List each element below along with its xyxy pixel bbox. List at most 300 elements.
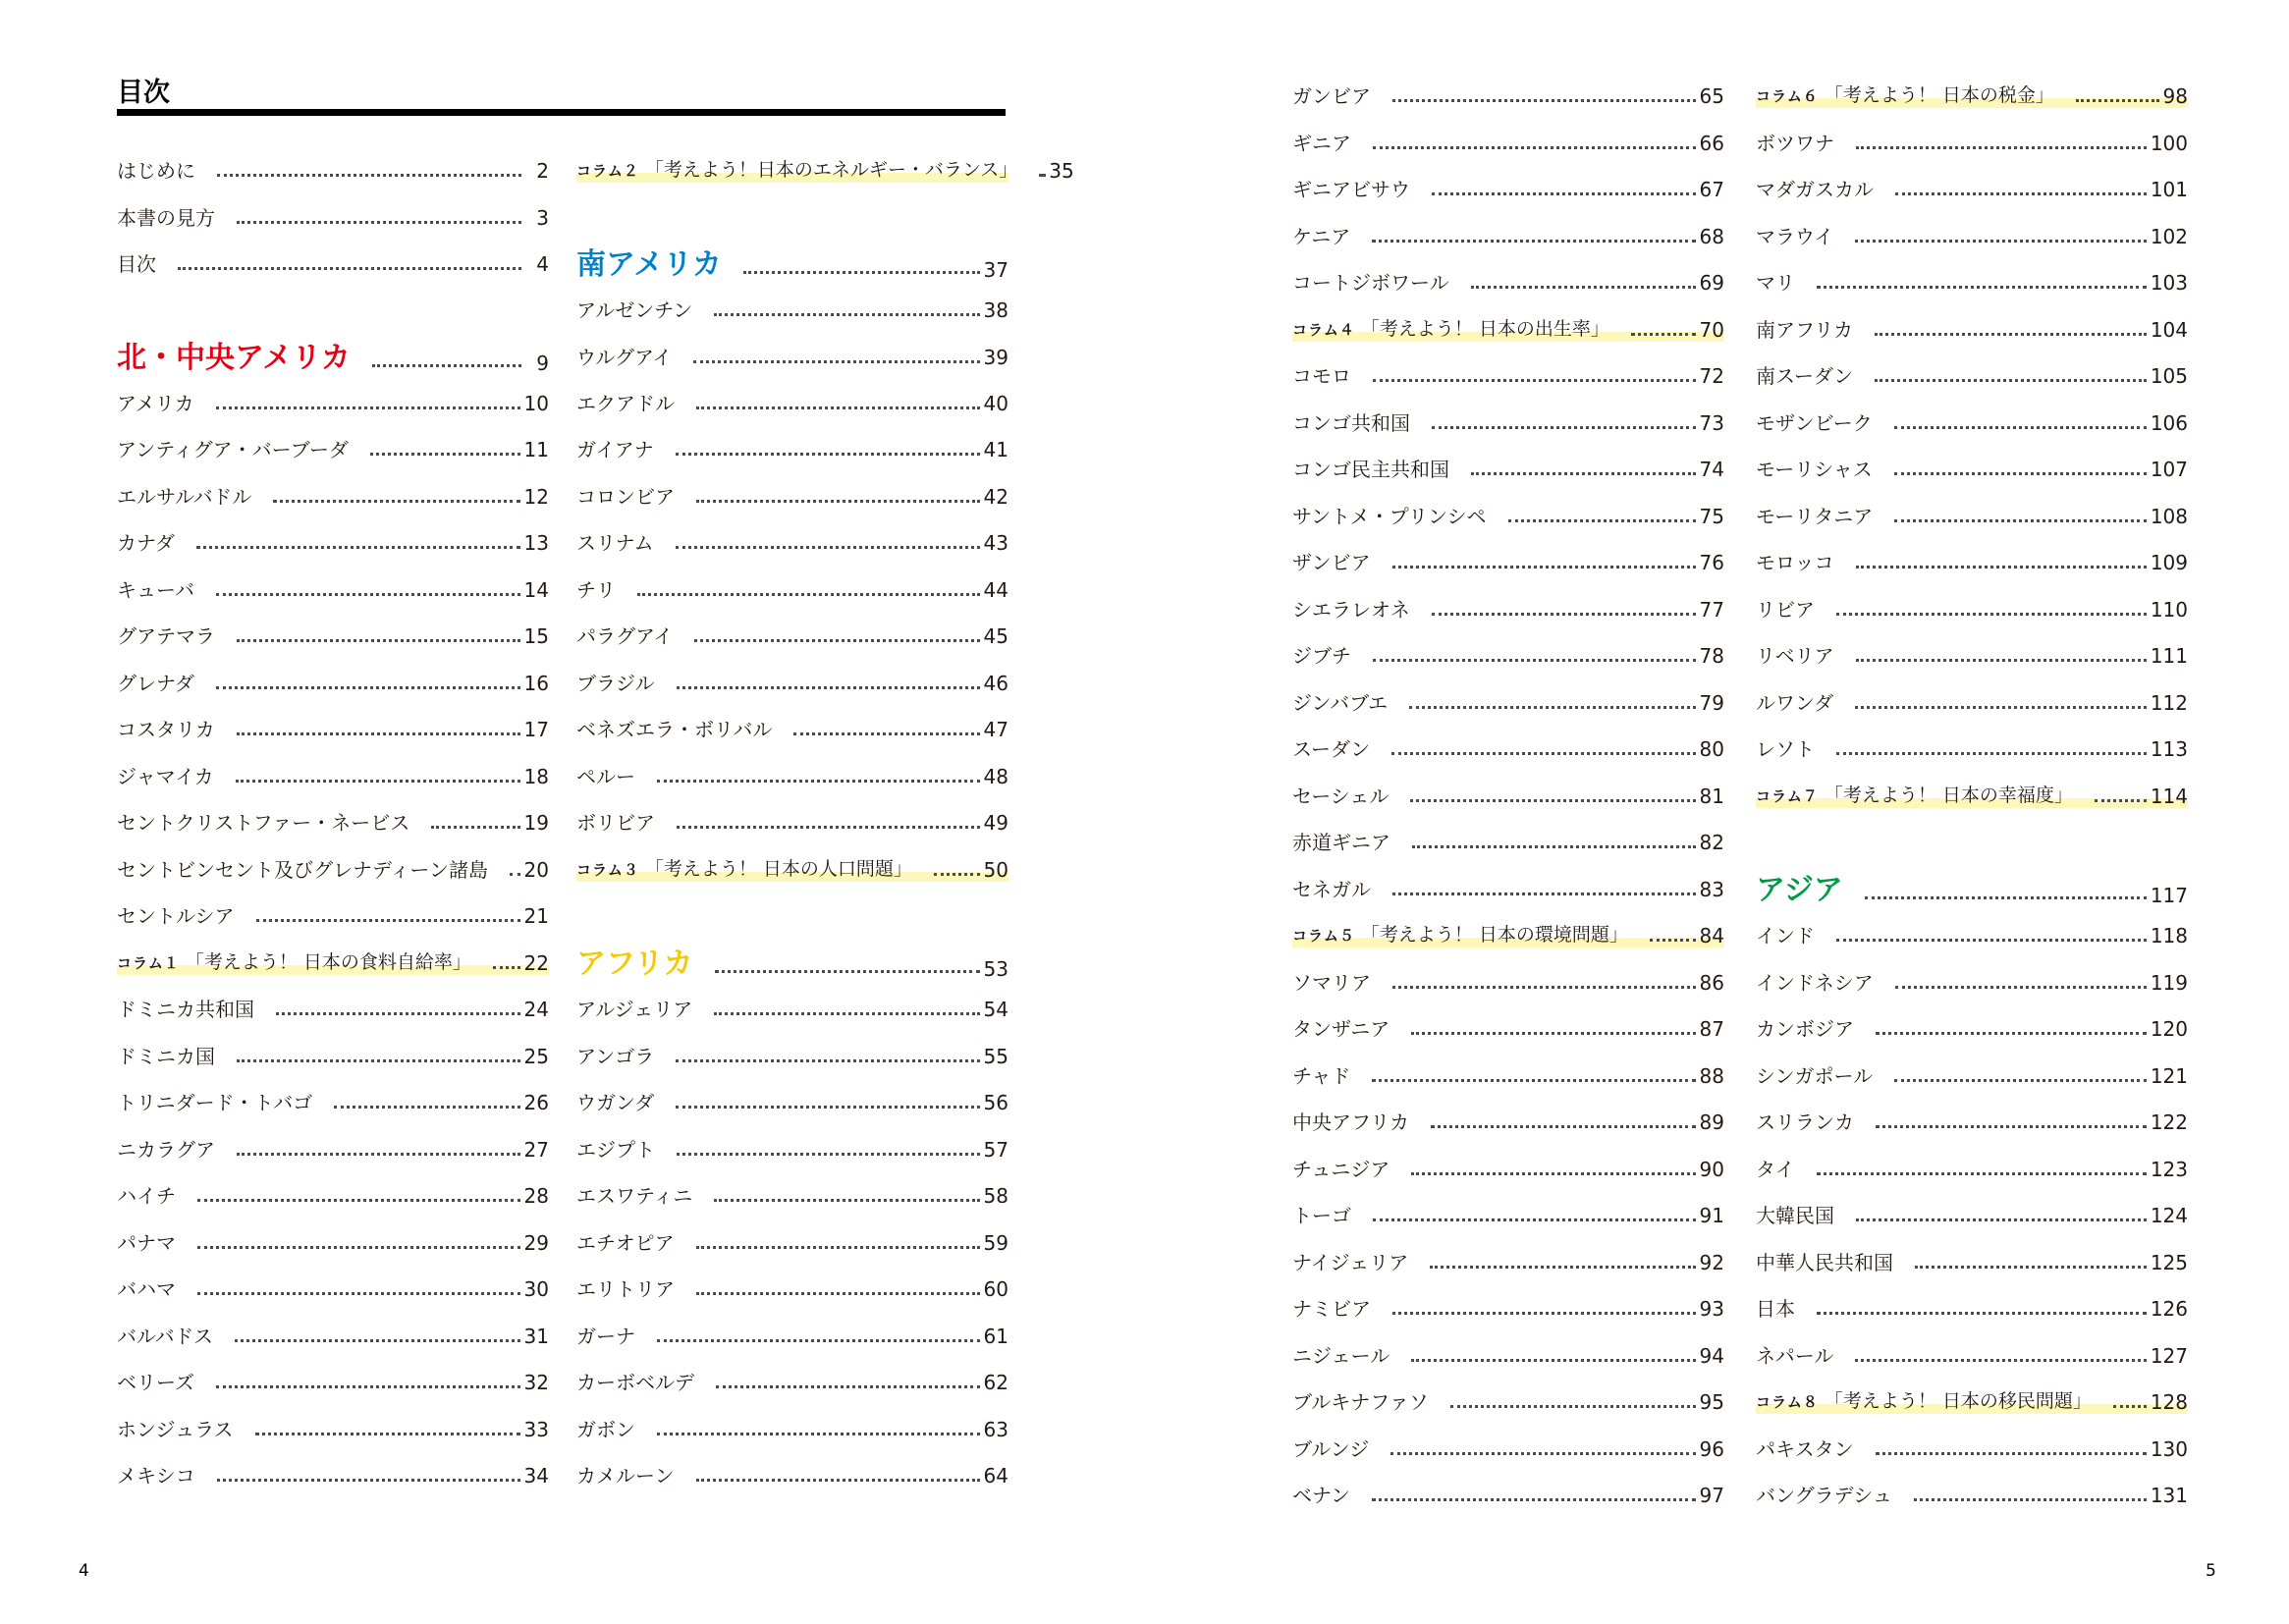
- leader-dots: [1432, 192, 1696, 195]
- toc-entry-label: リベリア: [1756, 644, 1834, 668]
- toc-entry: [1756, 491, 2188, 528]
- leader-dots: [370, 453, 520, 456]
- leader-dots: [235, 1339, 520, 1342]
- leader-dots: [1875, 379, 2147, 382]
- leader-dots: [237, 639, 520, 642]
- toc-entry: [576, 285, 1008, 322]
- toc-page-number: 67: [1699, 178, 1724, 201]
- toc-page-number: 124: [2150, 1204, 2188, 1227]
- toc-entry: [1292, 351, 1724, 388]
- toc-page-number: 91: [1699, 1204, 1724, 1227]
- toc-entry: [117, 658, 549, 695]
- toc-entry-label: シンガポール: [1756, 1064, 1874, 1088]
- toc-entry-label: ベリーズ: [117, 1371, 194, 1394]
- leader-dots: [714, 313, 979, 316]
- toc-entry: [1756, 211, 2188, 248]
- leader-dots: [1409, 706, 1695, 709]
- column-tag: コラム３: [576, 861, 639, 879]
- toc-entry-label: ニカラグア: [117, 1138, 215, 1162]
- toc-entry-label: 北・中央アメリカ: [117, 341, 351, 375]
- toc-page-number: 32: [523, 1371, 549, 1394]
- toc-entry: [1292, 1424, 1724, 1461]
- toc-entry-label: ハイチ: [117, 1184, 176, 1208]
- toc-page-number: 15: [523, 624, 549, 648]
- toc-page-number: 70: [1699, 318, 1724, 342]
- toc-page-number: 48: [983, 765, 1008, 788]
- toc-page-number: 50: [983, 858, 1008, 882]
- toc-entry-label: ジブチ: [1292, 644, 1351, 668]
- leader-dots: [1817, 286, 2147, 289]
- column-title: 「考えよう！ 日本の食料自給率」: [185, 951, 471, 973]
- toc-entry-label: 南アフリカ: [1756, 318, 1853, 342]
- toc-entry-label: 中央アフリカ: [1292, 1110, 1409, 1134]
- toc-entry: [1292, 1377, 1724, 1414]
- toc-entry-label: パラグアイ: [576, 624, 674, 648]
- toc-page-number: 86: [1699, 971, 1724, 995]
- leader-dots: [493, 966, 520, 969]
- column-tag: コラム４: [1292, 321, 1355, 339]
- toc-entry: [576, 704, 1008, 741]
- toc-entry-label: バングラデシュ: [1756, 1484, 1892, 1507]
- toc-entry: [1292, 1144, 1724, 1181]
- toc-page-number: 88: [1699, 1064, 1724, 1088]
- toc-entry-label: エチオピア: [576, 1231, 675, 1255]
- leader-dots: [1410, 799, 1695, 802]
- toc-entry: [1292, 1097, 1724, 1134]
- leader-dots: [1631, 333, 1696, 336]
- toc-page-number: 35: [1049, 159, 1074, 183]
- toc-entry: [117, 1218, 549, 1255]
- toc-entry-label: グレナダ: [117, 672, 194, 695]
- toc-entry-label: 大韓民国: [1756, 1204, 1834, 1227]
- leader-dots: [1373, 659, 1696, 662]
- toc-entry-label: ニジェール: [1292, 1344, 1390, 1368]
- toc-entry-label: セントビンセント及びグレナディーン諸島: [117, 858, 488, 882]
- toc-page-number: 34: [523, 1464, 549, 1488]
- toc-entry-label: マダガスカル: [1756, 178, 1874, 201]
- toc-entry-label: カンボジア: [1756, 1017, 1854, 1041]
- toc-entry-label: アルジェリア: [576, 998, 693, 1021]
- toc-entry-label: スリランカ: [1756, 1110, 1854, 1134]
- toc-page-number: 49: [983, 811, 1008, 835]
- leader-dots: [237, 732, 520, 735]
- toc-entry-label: アジア: [1756, 873, 1843, 907]
- toc-page-number: 56: [983, 1091, 1008, 1114]
- toc-page-number: 128: [2150, 1390, 2188, 1414]
- toc-page-number: 118: [2150, 924, 2188, 947]
- leader-dots: [1372, 240, 1695, 243]
- leader-dots: [256, 919, 520, 922]
- toc-entry: [1756, 351, 2188, 388]
- toc-entry-label: タンザニア: [1292, 1017, 1390, 1041]
- leader-dots: [1411, 1032, 1695, 1035]
- toc-page-number: 33: [523, 1418, 549, 1441]
- toc-page-number: 17: [523, 718, 549, 741]
- toc-entry: [1292, 1003, 1724, 1041]
- toc-page-number: 38: [983, 298, 1008, 322]
- toc-entry-label: エクアドル: [576, 392, 675, 415]
- toc-entry: [117, 1170, 549, 1208]
- leader-dots: [216, 406, 520, 409]
- leader-dots: [1855, 240, 2146, 243]
- leader-dots: [657, 1339, 980, 1342]
- toc-column-entry: [1292, 910, 1724, 947]
- toc-page-number: 81: [1699, 785, 1724, 808]
- toc-column-entry: [117, 938, 549, 975]
- leader-dots: [197, 1292, 520, 1295]
- toc-page-number: 80: [1699, 737, 1724, 761]
- toc-entry-label: ベネズエラ・ボリバル: [576, 718, 773, 741]
- toc-entry: [1756, 1237, 2188, 1274]
- page-number-left: 4: [79, 1561, 89, 1581]
- toc-page-number: 22: [523, 951, 549, 975]
- toc-entry: [117, 145, 549, 183]
- leader-dots: [676, 1059, 979, 1062]
- toc-entry-label: [1292, 317, 1609, 342]
- page-number-right: 5: [2206, 1561, 2216, 1581]
- toc-page-number: 28: [523, 1184, 549, 1208]
- toc-entry-label: コスタリカ: [117, 718, 215, 741]
- toc-entry: [1292, 584, 1724, 622]
- toc-entry: [1756, 677, 2188, 715]
- leader-dots: [1856, 1218, 2147, 1221]
- toc-entry: [576, 565, 1008, 602]
- toc-entry-label: 南アメリカ: [576, 247, 722, 282]
- toc-entry: [576, 378, 1008, 415]
- toc-page-number: 45: [983, 624, 1008, 648]
- column-title: 「考えよう！ 日本の移民問題」: [1824, 1390, 2092, 1412]
- toc-entry: [117, 1450, 549, 1488]
- toc-column-1: [117, 0, 549, 1624]
- toc-page-number: 42: [983, 485, 1008, 509]
- toc-section-heading: [576, 938, 1008, 981]
- toc-entry: [1292, 118, 1724, 155]
- toc-entry-label: アンゴラ: [576, 1045, 655, 1068]
- leader-dots: [677, 686, 980, 689]
- toc-entry-label: ブルキナファソ: [1292, 1390, 1429, 1414]
- toc-page-number: 58: [983, 1184, 1008, 1208]
- toc-entry-label: ナイジェリア: [1292, 1251, 1409, 1274]
- leader-dots: [696, 406, 980, 409]
- toc-page-number: 30: [523, 1277, 549, 1301]
- toc-entry: [1292, 164, 1724, 201]
- toc-entry: [576, 984, 1008, 1021]
- toc-column-entry: [1756, 771, 2188, 808]
- toc-column-entry: [576, 844, 1008, 882]
- toc-page-number: 37: [983, 258, 1008, 282]
- toc-entry-label: [576, 158, 1017, 183]
- leader-dots: [676, 453, 980, 456]
- toc-entry-label: ジャマイカ: [117, 765, 214, 788]
- toc-page-number: 107: [2150, 458, 2188, 481]
- toc-page-number: 127: [2150, 1344, 2188, 1368]
- toc-page-number: 104: [2150, 318, 2188, 342]
- toc-page-number: 21: [523, 904, 549, 928]
- toc-page-number: 90: [1699, 1158, 1724, 1181]
- toc-entry-label: バハマ: [117, 1277, 176, 1301]
- toc-entry-label: [1292, 923, 1628, 947]
- toc-column-entry: [576, 145, 1074, 183]
- leader-dots: [1894, 1079, 2147, 1082]
- toc-entry-label: モザンビーク: [1756, 411, 1873, 435]
- toc-entry: [1756, 957, 2188, 995]
- leader-dots: [1915, 1266, 2147, 1269]
- column-title: 「考えよう！ 日本の税金」: [1824, 84, 2054, 106]
- toc-entry: [1756, 444, 2188, 481]
- toc-page-number: 53: [983, 957, 1008, 981]
- toc-entry-label: エジプト: [576, 1138, 655, 1162]
- toc-page-number: 84: [1699, 924, 1724, 947]
- toc-entry-label: インドネシア: [1756, 971, 1874, 995]
- toc-entry-label: コートジボワール: [1292, 271, 1449, 295]
- toc-entry-label: ドミニカ国: [117, 1045, 215, 1068]
- leader-dots: [1855, 706, 2147, 709]
- leader-dots: [657, 1433, 980, 1435]
- toc-entry-label: ギニアビサウ: [1292, 178, 1410, 201]
- toc-entry-label: 中華人民共和国: [1756, 1251, 1893, 1274]
- leader-dots: [1876, 1125, 2147, 1128]
- leader-dots: [693, 360, 979, 363]
- toc-entry-label: チュニジア: [1292, 1158, 1390, 1181]
- toc-entry: [117, 1264, 549, 1301]
- toc-entry: [1756, 164, 2188, 201]
- toc-page-number: 122: [2150, 1110, 2188, 1134]
- toc-entry-label: コンゴ民主共和国: [1292, 458, 1449, 481]
- toc-entry: [1756, 257, 2188, 295]
- toc-column-entry: [1756, 1377, 2188, 1414]
- toc-entry-label: パナマ: [117, 1231, 176, 1255]
- toc-entry-label: サントメ・プリンシペ: [1292, 505, 1487, 528]
- leader-dots: [1039, 174, 1045, 177]
- toc-entry: [1756, 398, 2188, 435]
- toc-page-number: 14: [523, 578, 549, 602]
- toc-entry: [576, 1218, 1008, 1255]
- leader-dots: [1856, 566, 2147, 568]
- toc-page-number: 79: [1699, 691, 1724, 715]
- column-tag: コラム１: [117, 954, 180, 972]
- column-title: 「考えよう！ 日本の出生率」: [1360, 318, 1609, 340]
- toc-entry: [1292, 211, 1724, 248]
- toc-entry-label: ザンビア: [1292, 551, 1371, 574]
- leader-dots: [1392, 99, 1696, 102]
- toc-page-number: 106: [2150, 411, 2188, 435]
- toc-page-number: 109: [2150, 551, 2188, 574]
- toc-entry: [576, 517, 1008, 555]
- leader-dots: [197, 1199, 520, 1202]
- toc-entry-label: ジンバブエ: [1292, 691, 1389, 715]
- leader-dots: [1876, 1452, 2147, 1455]
- leader-dots: [334, 1106, 519, 1109]
- toc-page-number: 125: [2150, 1251, 2188, 1274]
- toc-entry-label: セントクリストファー・ネービス: [117, 811, 410, 835]
- toc-entry: [117, 378, 549, 415]
- toc-entry: [1292, 817, 1724, 854]
- toc-page-number: 105: [2150, 364, 2188, 388]
- toc-entry-label: モーリシャス: [1756, 458, 1873, 481]
- toc-entry: [1292, 444, 1724, 481]
- toc-page-number: 69: [1699, 271, 1724, 295]
- toc-entry: [576, 751, 1008, 788]
- toc-page-number: 92: [1699, 1251, 1724, 1274]
- leader-dots: [1471, 286, 1696, 289]
- leader-dots: [197, 1246, 520, 1249]
- leader-dots: [743, 271, 980, 274]
- leader-dots: [216, 593, 520, 596]
- toc-entry-label: ボリビア: [576, 811, 655, 835]
- leader-dots: [1876, 1032, 2147, 1035]
- toc-entry: [576, 1404, 1008, 1441]
- toc-entry-label: インド: [1756, 924, 1815, 947]
- toc-entry-label: 本書の見方: [117, 206, 215, 230]
- toc-entry-label: ホンジュラス: [117, 1418, 234, 1441]
- leader-dots: [1508, 519, 1696, 522]
- toc-page-number: 120: [2150, 1017, 2188, 1041]
- toc-entry-label: 目次: [117, 252, 156, 276]
- leader-dots: [216, 686, 520, 689]
- toc-page-number: 61: [983, 1325, 1008, 1348]
- leader-dots: [696, 500, 980, 503]
- toc-entry-label: ガイアナ: [576, 438, 654, 461]
- toc-entry: [1756, 584, 2188, 622]
- toc-entry-label: コロンビア: [576, 485, 675, 509]
- column-tag: コラム８: [1756, 1393, 1819, 1411]
- toc-page-number: 94: [1699, 1344, 1724, 1368]
- toc-entry: [1292, 724, 1724, 761]
- toc-page-number: 102: [2150, 225, 2188, 248]
- leader-dots: [716, 1385, 980, 1388]
- leader-dots: [696, 1292, 980, 1295]
- toc-page-number: 29: [523, 1231, 549, 1255]
- toc-entry: [117, 611, 549, 648]
- toc-entry: [117, 565, 549, 602]
- leader-dots: [1450, 1405, 1696, 1408]
- leader-dots: [237, 1153, 520, 1156]
- toc-page-number: 16: [523, 672, 549, 695]
- toc-page-number: 41: [983, 438, 1008, 461]
- leader-dots: [1817, 1172, 2147, 1175]
- leader-dots: [255, 1433, 520, 1435]
- column-title: 「考えよう！ 日本の人口問題」: [644, 858, 912, 880]
- toc-entry-label: エルサルバドル: [117, 485, 252, 509]
- leader-dots: [273, 500, 519, 503]
- leader-dots: [1392, 893, 1696, 895]
- leader-dots: [637, 593, 980, 596]
- toc-entry-label: ガボン: [576, 1418, 635, 1441]
- leader-dots: [696, 1479, 980, 1482]
- leader-dots: [715, 970, 980, 973]
- leader-dots: [1432, 613, 1696, 616]
- toc-entry: [117, 844, 549, 882]
- leader-dots: [372, 364, 521, 367]
- toc-entry: [1756, 1003, 2188, 1041]
- toc-page-number: 123: [2150, 1158, 2188, 1181]
- toc-entry-label: チャド: [1292, 1064, 1351, 1088]
- toc-entry: [117, 1311, 549, 1348]
- toc-page-number: 75: [1699, 505, 1724, 528]
- leader-dots: [793, 732, 979, 735]
- toc-page-number: 97: [1699, 1484, 1724, 1507]
- toc-column-2: [576, 0, 1074, 1624]
- toc-entry-label: カメルーン: [576, 1464, 675, 1488]
- leader-dots: [1432, 426, 1696, 429]
- toc-entry-label: エスワティニ: [576, 1184, 693, 1208]
- toc-page-number: 25: [523, 1045, 549, 1068]
- toc-section-heading: [576, 239, 1008, 282]
- toc-entry: [1756, 1097, 2188, 1134]
- toc-entry-label: [117, 950, 471, 975]
- leader-dots: [196, 546, 520, 549]
- toc-page-number: 55: [983, 1045, 1008, 1068]
- leader-dots: [657, 780, 980, 783]
- toc-page-number: 111: [2150, 644, 2188, 668]
- toc-entry: [576, 1357, 1008, 1394]
- toc-page-number: 87: [1699, 1017, 1724, 1041]
- toc-page-number: 54: [983, 998, 1008, 1021]
- toc-entry: [1756, 724, 2188, 761]
- leader-dots: [2076, 99, 2159, 102]
- page-title: 目次: [117, 78, 170, 108]
- toc-entry: [1292, 537, 1724, 574]
- toc-entry-label: ネパール: [1756, 1344, 1834, 1368]
- toc-page-number: 114: [2150, 785, 2188, 808]
- toc-page-number: 131: [2150, 1484, 2188, 1507]
- toc-entry-label: ブルンジ: [1292, 1437, 1370, 1461]
- leader-dots: [1390, 1452, 1695, 1455]
- leader-dots: [2095, 799, 2147, 802]
- toc-entry: [576, 1124, 1008, 1162]
- leader-dots: [1411, 1172, 1695, 1175]
- toc-entry: [117, 1031, 549, 1068]
- leader-dots: [1650, 939, 1696, 942]
- toc-entry-label: セネガル: [1292, 878, 1371, 901]
- toc-page-number: 72: [1699, 364, 1724, 388]
- toc-entry: [117, 424, 549, 461]
- toc-entry-label: ガーナ: [576, 1325, 635, 1348]
- toc-entry-label: ギニア: [1292, 132, 1351, 155]
- toc-entry: [576, 1450, 1008, 1488]
- column-title: 「考えよう！ 日本の幸福度」: [1824, 785, 2073, 806]
- leader-dots: [1914, 1498, 2147, 1501]
- leader-dots: [178, 267, 521, 270]
- leader-dots: [1875, 333, 2147, 336]
- leader-dots: [276, 1012, 520, 1015]
- toc-entry-label: ペルー: [576, 765, 635, 788]
- leader-dots: [1856, 146, 2147, 149]
- column-tag: コラム２: [576, 162, 639, 180]
- toc-entry-label: ナミビア: [1292, 1297, 1371, 1321]
- toc-page-number: 130: [2150, 1437, 2188, 1461]
- toc-entry-label: モーリタニア: [1756, 505, 1874, 528]
- toc-page-number: 43: [983, 531, 1008, 555]
- toc-page-number: 117: [2150, 884, 2188, 907]
- leader-dots: [237, 1059, 520, 1062]
- toc-entry-label: シエラレオネ: [1292, 598, 1410, 622]
- toc-entry: [1756, 1330, 2188, 1368]
- toc-entry: [1292, 71, 1724, 108]
- toc-section-heading: [1756, 864, 2188, 907]
- toc-page-number: 60: [983, 1277, 1008, 1301]
- toc-entry-label: リビア: [1756, 598, 1815, 622]
- toc-entry: [576, 1264, 1008, 1301]
- toc-entry: [1292, 1330, 1724, 1368]
- toc-entry: [117, 1404, 549, 1441]
- leader-dots: [1894, 472, 2147, 475]
- toc-entry: [1292, 1051, 1724, 1088]
- toc-page-number: 57: [983, 1138, 1008, 1162]
- toc-entry-label: アンティグア・バーブーダ: [117, 438, 349, 461]
- toc-entry: [1292, 864, 1724, 901]
- toc-page-number: 66: [1699, 132, 1724, 155]
